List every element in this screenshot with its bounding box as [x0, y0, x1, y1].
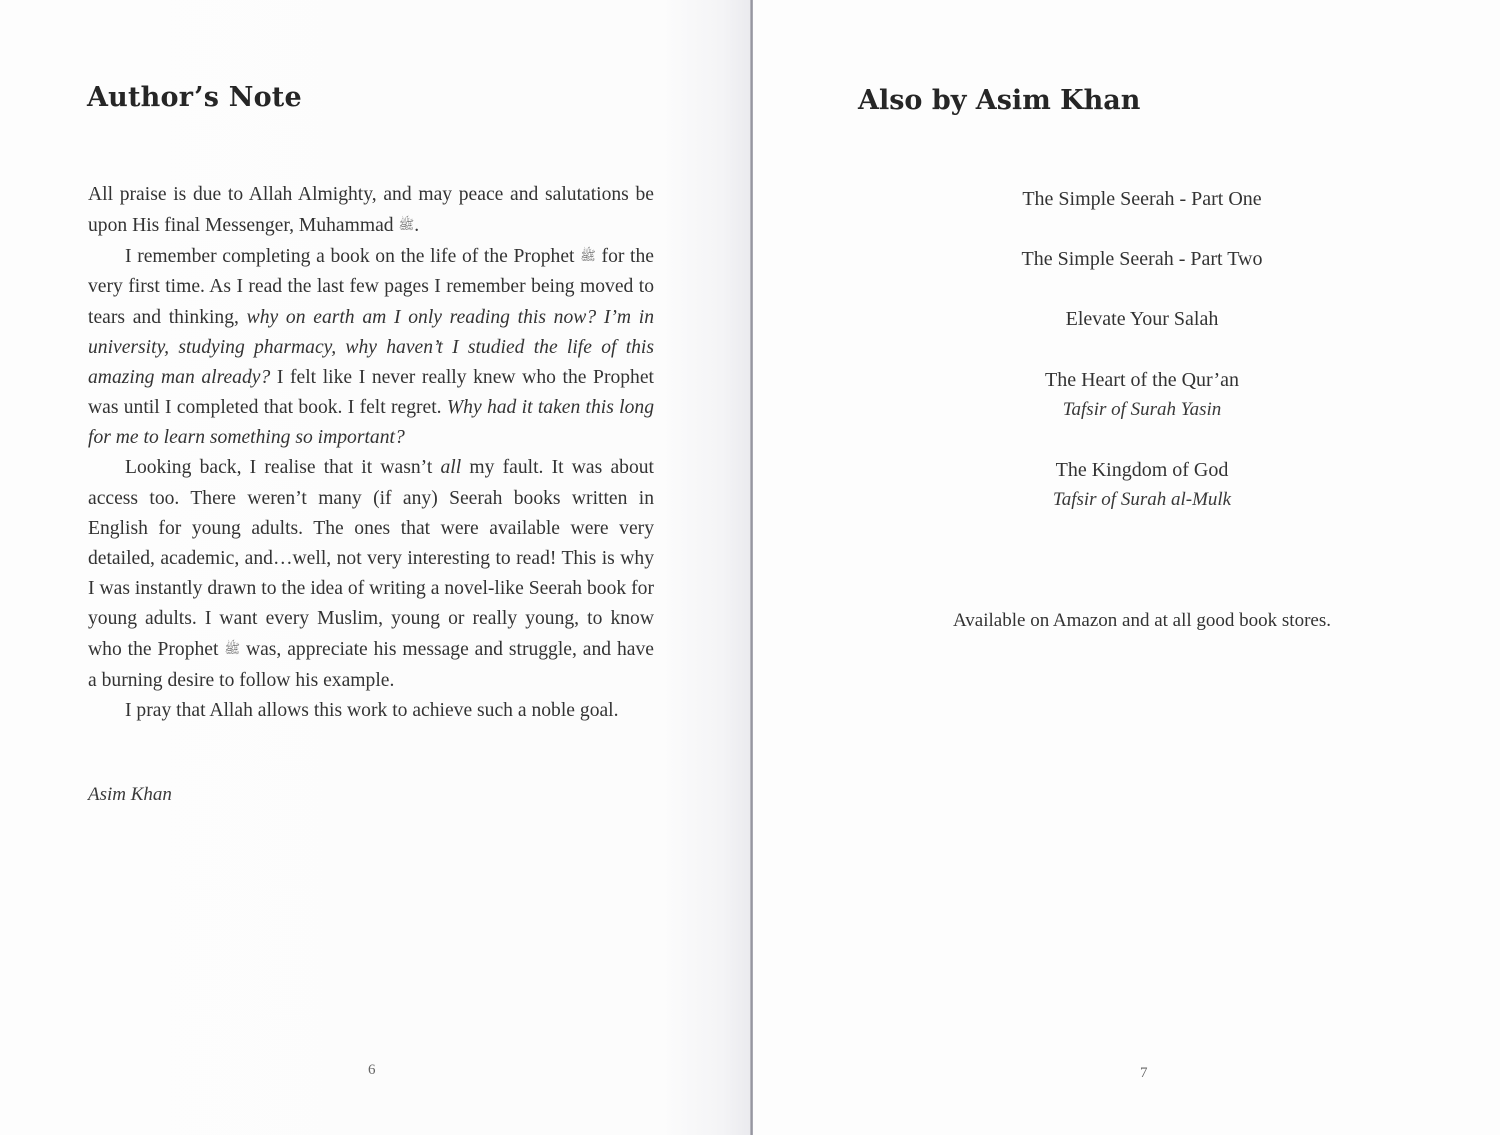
pbuh-honorific-icon: ﷺ — [580, 248, 596, 264]
book-title: The Heart of the Qur’an — [1045, 369, 1239, 391]
book-list-item — [900, 244, 1384, 274]
italic-text: Why had it taken this long for me to learn something so important? — [88, 397, 654, 449]
pbuh-honorific-icon: ﷺ — [224, 641, 241, 657]
book-title: The Simple Seerah - Part Two — [1021, 248, 1263, 270]
page-title: Also by Asim Khan — [858, 85, 1141, 116]
book-list-item — [900, 184, 1384, 214]
availability-note: Available on Amazon and at all good book stores. — [953, 610, 1331, 631]
page-title: Author’s Note — [87, 82, 302, 113]
italic-text: all — [440, 457, 462, 479]
book-title: The Simple Seerah - Part One — [1022, 188, 1262, 210]
right-page — [754, 0, 1500, 1135]
page-number: 6 — [368, 1062, 376, 1078]
book-list-item — [900, 365, 1384, 425]
authors-note-body — [88, 180, 654, 726]
book-list-item — [900, 304, 1384, 334]
text: I pray that Allah allows this work to achieve such a noble goal. — [125, 699, 619, 721]
book-title: Elevate Your Salah — [1065, 308, 1219, 330]
paragraph — [88, 453, 654, 695]
book-subtitle: Tafsir of Surah Yasin — [1062, 399, 1222, 420]
text: . — [414, 215, 420, 237]
text: Looking back, I realise that it wasn’t — [125, 457, 441, 479]
book-title: The Kingdom of God — [1055, 459, 1229, 481]
book-gutter — [750, 0, 753, 1135]
text: my fault. It was about access too. There weren’t many (if any) Seerah books written in English for young adults. The ones that were available were very detailed, academic, and…well, not very interesting to read! This is why I was instantly drawn to the idea of writing a novel-like Seerah book for young adults. I want every Muslim, young or really young, to know who the Prophet — [88, 457, 654, 661]
text: for the very first time. As I read the last few pages I remember being moved to tears and thinking, — [88, 246, 654, 328]
text: was, appreciate his message and struggle, and have a burning desire to follow his example. — [88, 639, 654, 691]
author-signature: Asim Khan — [88, 784, 172, 805]
italic-text: why on earth am I only reading this now? I’m in university, studying pharmacy, why haven’t I studied the life of this amazing man already? — [88, 306, 654, 388]
text: I remember completing a book on the life of the Prophet — [125, 246, 581, 268]
paragraph — [88, 241, 654, 453]
paragraph — [88, 180, 654, 241]
book-subtitle: Tafsir of Surah al-Mulk — [1052, 489, 1232, 510]
pbuh-honorific-icon: ﷺ — [398, 217, 415, 233]
text: All praise is due to Allah Almighty, and may peace and salutations be upon His final Messenger, Muhammad — [88, 184, 654, 237]
text: I felt like I never really knew who the Prophet was until I completed that book. I felt regret. — [88, 366, 654, 419]
book-list-item — [900, 455, 1384, 515]
page-number: 7 — [1140, 1065, 1148, 1081]
paragraph — [88, 696, 654, 726]
